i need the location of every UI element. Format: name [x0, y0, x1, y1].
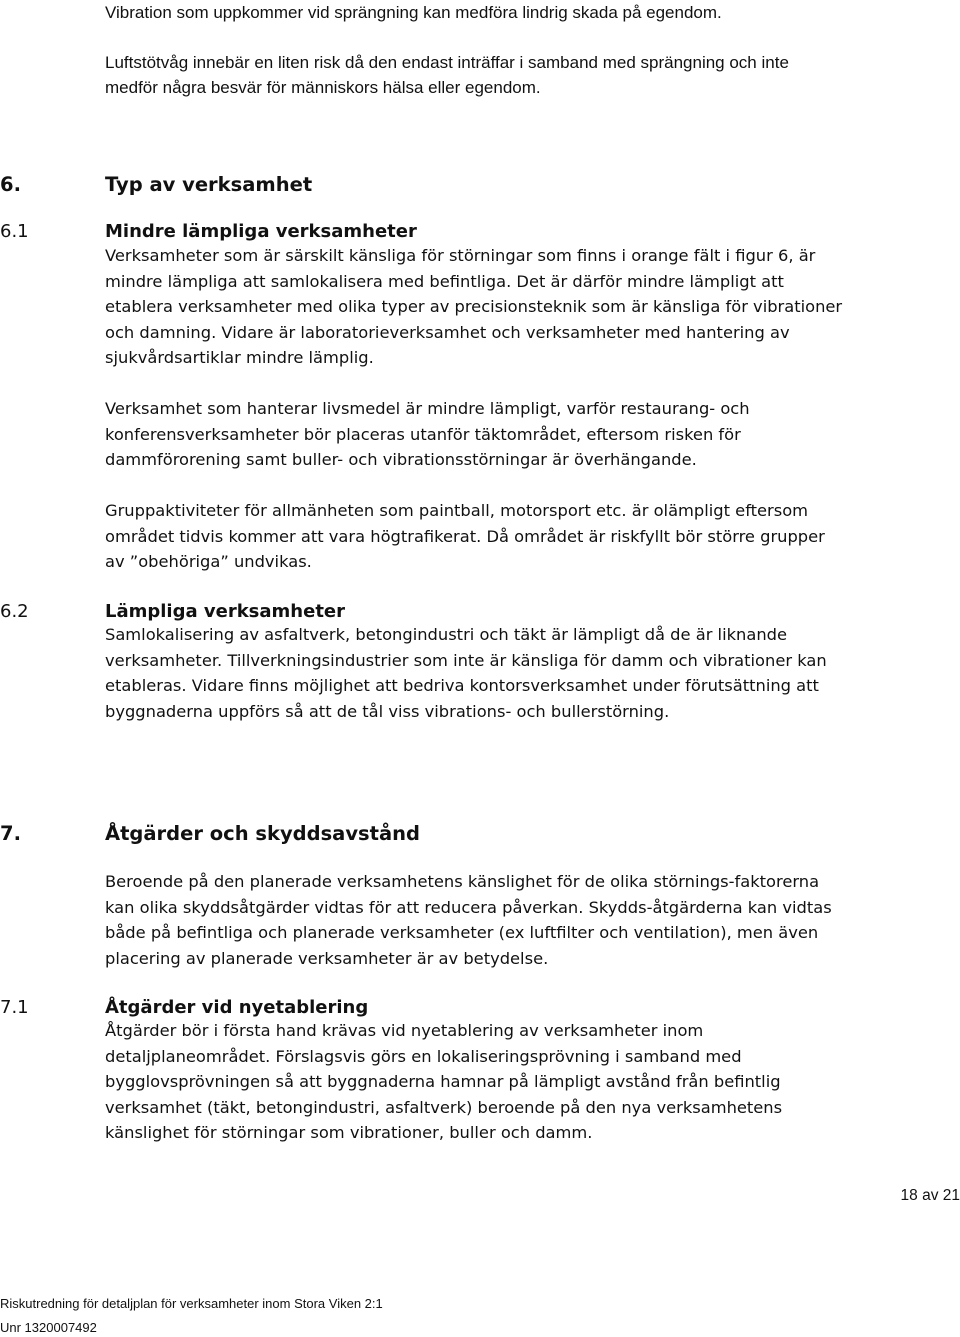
page-number: 18 av 21 — [900, 1187, 960, 1204]
section-6-1-number: 6.1 — [0, 221, 29, 242]
section-6-number: 6. — [0, 173, 21, 196]
section-7-paragraph: Beroende på den planerade verksamhetens känslighet för de olika störnings-faktorerna kan olika skyddsåtgärder vidtas för att reducera påverkan. Skydds-åtgärderna kan vidtas både på befintliga och planerade verksamheter (ex luftfilter och ventilation), men även placering av planerade verksamheter är av betydelse. — [105, 872, 832, 968]
section-7-number: 7. — [0, 822, 21, 845]
section-6-1-paragraph-3: Gruppaktiviteter för allmänheten som paintball, motorsport etc. är olämpligt eftersom området tidvis kommer att vara högtrafikerat. Då området är riskfyllt bör större grupper av ”obehöriga” undvikas. — [105, 501, 825, 572]
intro-line: Vibration som uppkommer vid sprängning kan medföra lindrig skada på egendom. — [105, 3, 722, 22]
section-7-1-paragraph: Åtgärder bör i första hand krävas vid nyetablering av verksamheter inom detaljplaneområdet. Förslagsvis görs en lokaliseringsprövning i samband med bygglovsprövningen så att byggnaderna hamnar på lämpligt avstånd från befintlig verksamhet (täkt, betongindustri, asfaltverk) beroende på den nya verksamhetens känslighet för störningar som vibrationer, buller och damm. — [105, 1021, 783, 1143]
section-7-1-number: 7.1 — [0, 997, 29, 1018]
section-6-2-paragraph: Samlokalisering av asfaltverk, betongindustri och täkt är lämpligt då de är liknande verksamheter. Tillverkningsindustrier som inte är känsliga för damm och vibrationer kan etableras. Vidare finns möjlighet att bedriva kontorsverksamhet under förutsättning att byggnaderna uppförs så att de tål viss vibrations- och bullerstörning. — [105, 625, 827, 721]
section-6-1-title: Mindre lämpliga verksamheter — [105, 221, 417, 242]
section-6-title: Typ av verksamhet — [105, 173, 313, 196]
section-6-2-number: 6.2 — [0, 601, 29, 622]
section-6-1-paragraph-2: Verksamhet som hanterar livsmedel är mindre lämpligt, varför restaurang- och konferensverksamheter bör placeras utanför täktområdet, eftersom risken för dammförorening samt buller- och vibrationsstörningar är överhängande. — [105, 399, 750, 470]
footer-doc-number: Unr 1320007492 — [0, 1320, 97, 1335]
section-7-title: Åtgärder och skyddsavstånd — [105, 822, 420, 845]
section-6-1-paragraph-1: Verksamheter som är särskilt känsliga för störningar som finns i orange fält i figur 6, är mindre lämpliga att samlokalisera med befintliga. Det är därför mindre lämpligt att etablera verksamheter med olika typer av precisionsteknik som är känsliga för vibrationer och damning. Vidare är laboratorieverksamhet och verksamheter med hantering av sjukvårdsartiklar mindre lämplig. — [105, 246, 843, 368]
section-6-2-title: Lämpliga verksamheter — [105, 601, 346, 622]
footer-doc-title: Riskutredning för detaljplan för verksamheter inom Stora Viken 2:1 — [0, 1296, 383, 1311]
intro-paragraph: Luftstötvåg innebär en liten risk då den endast inträffar i samband med sprängning och inte medför några besvär för människors hälsa eller egendom. — [105, 53, 789, 97]
section-7-1-title: Åtgärder vid nyetablering — [105, 997, 369, 1018]
